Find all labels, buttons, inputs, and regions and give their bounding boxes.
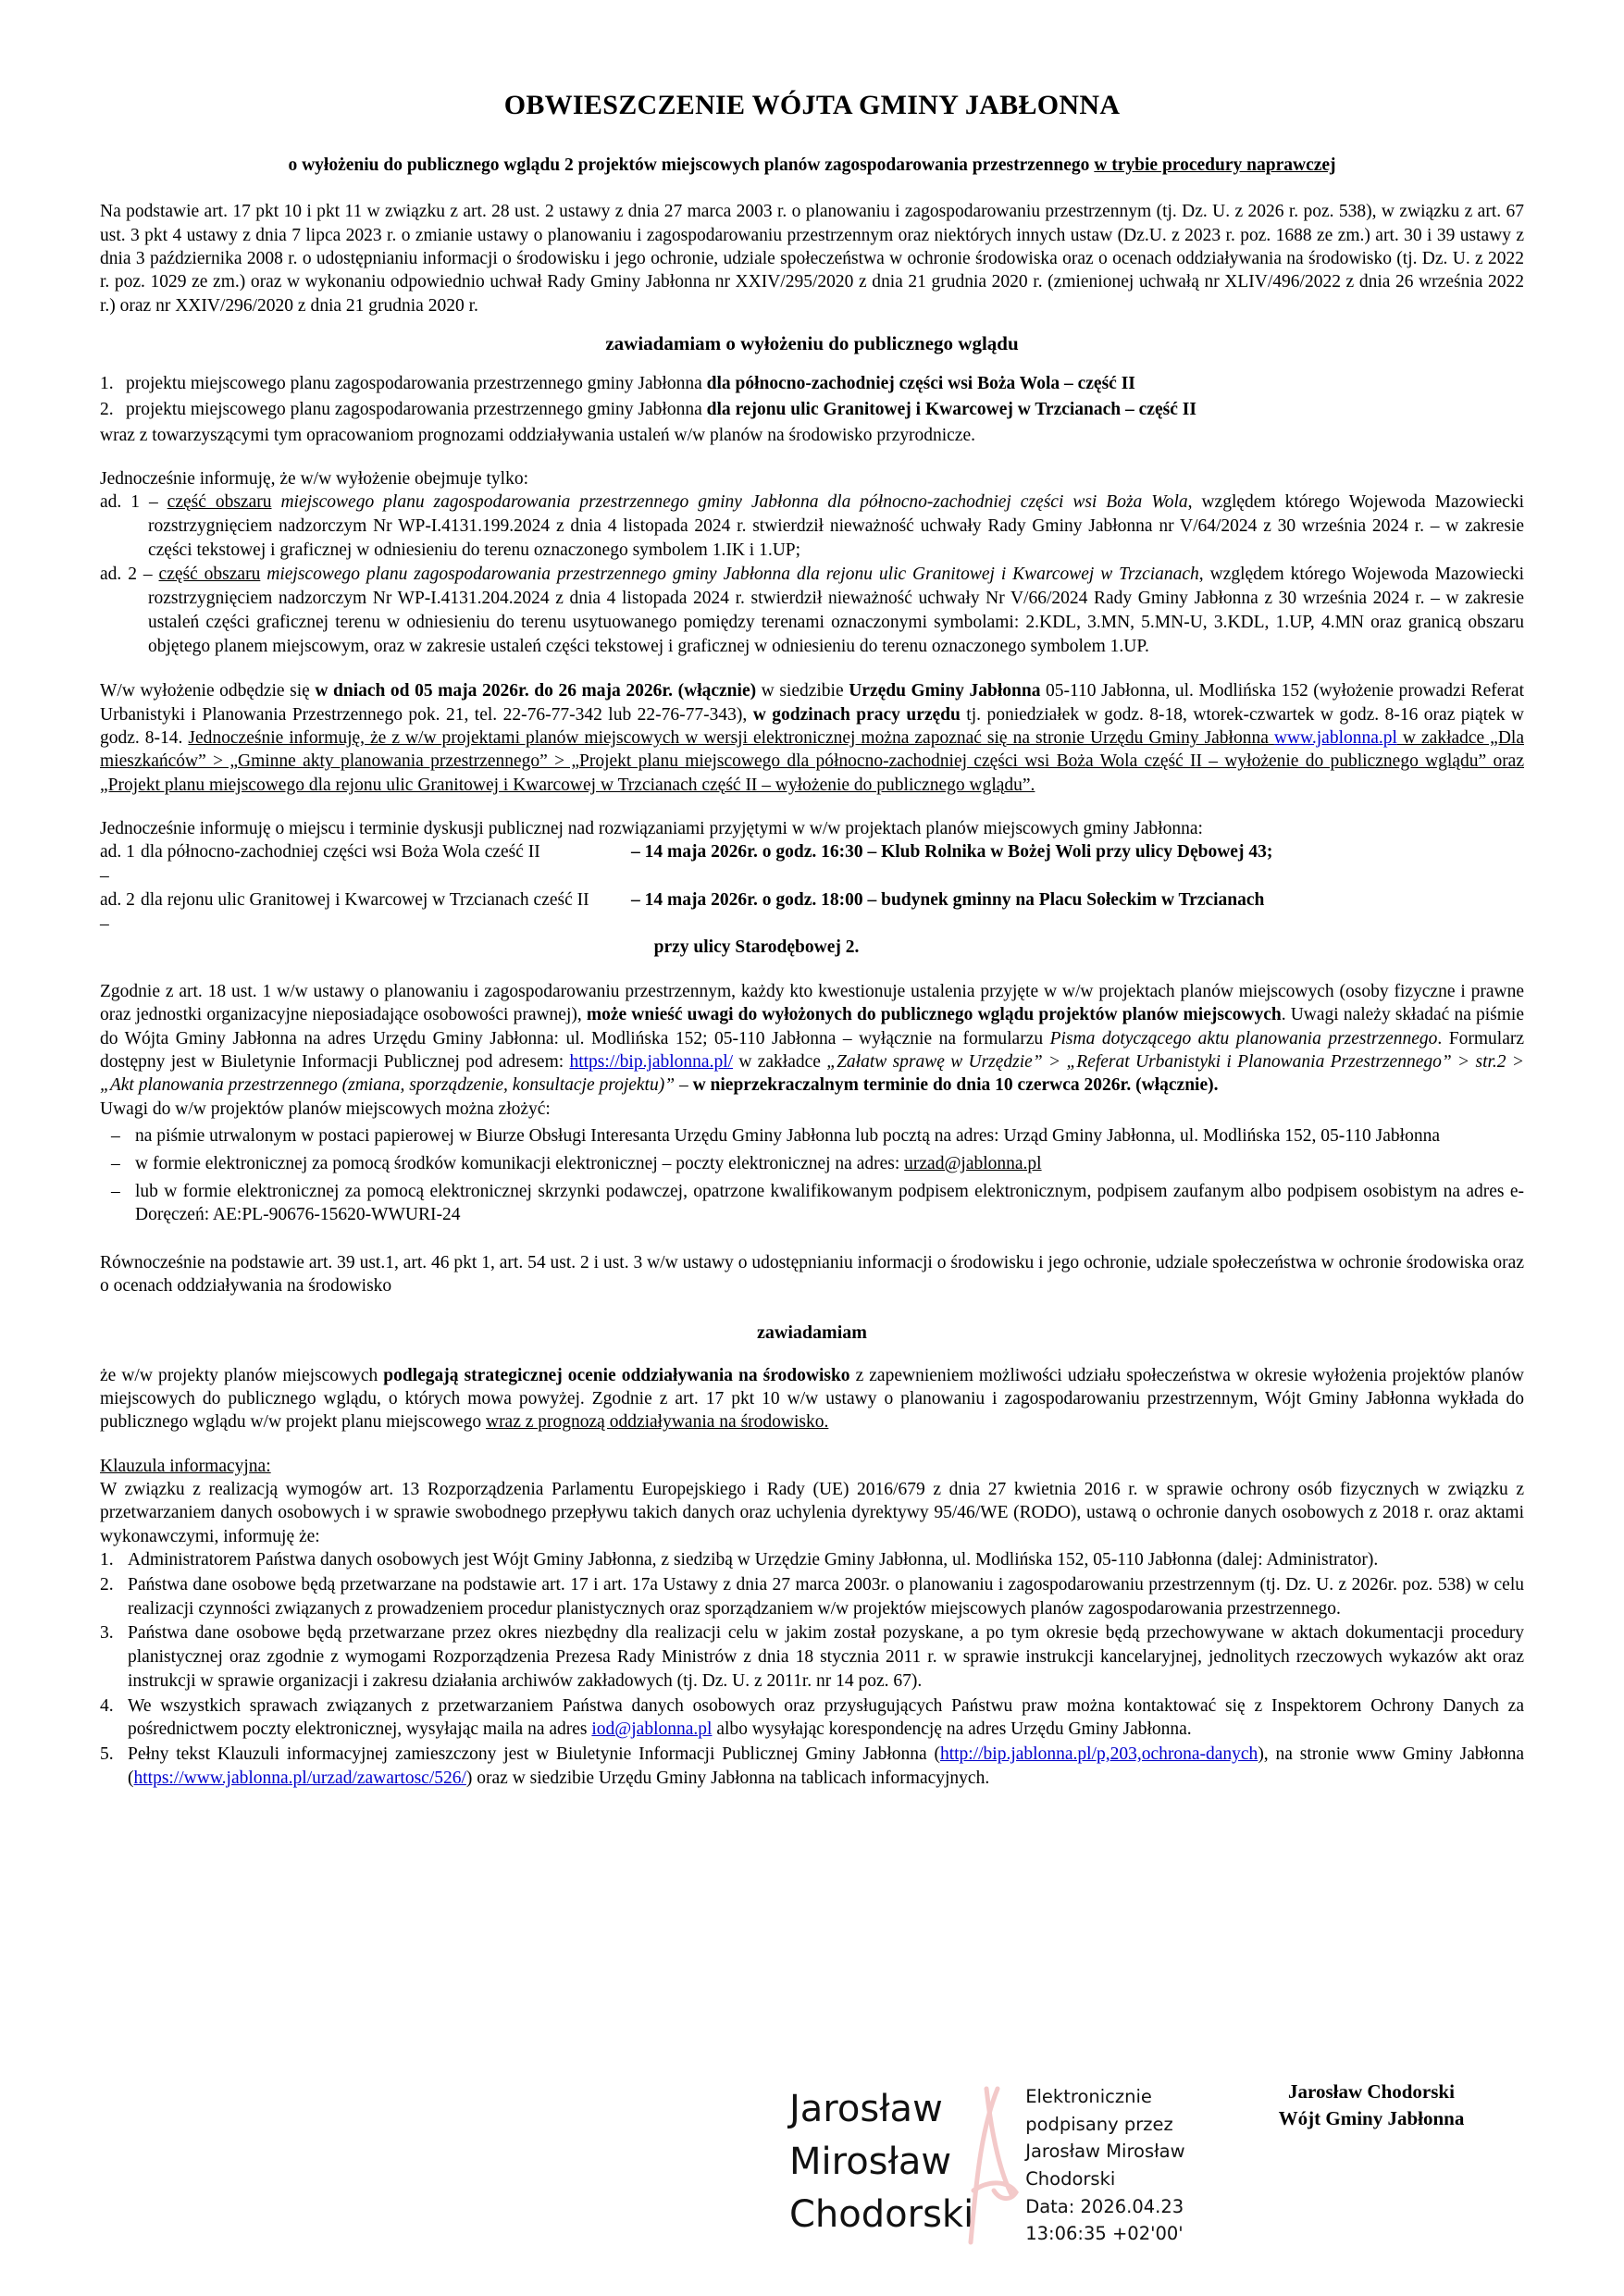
strat-a: że w/w projekty planów miejscowych (100, 1365, 384, 1385)
list-item (100, 1124, 1524, 1148)
remarks-paragraph (100, 980, 1524, 1098)
spacer (100, 1434, 1524, 1455)
environment-paragraph: Równocześnie na podstawie art. 39 ust.1, art. 46 pkt 1, art. 54 ust. 2 i ust. 3 w/w ustawy o udostępnianiu informacji o środowisku i jego ochronie, udziale społeczeństwa w ochronie środowiska oraz o ocenach oddziaływania na środowisko (100, 1253, 1524, 1297)
rem-deadline: w nieprzekraczalnym terminie do dnia 10 czerwca 2026r. (włącznie). (692, 1075, 1219, 1096)
ad2-underlined: część obszaru (158, 565, 261, 585)
strat-c: z zapewnieniem możliwości udziału społeczeństwa w okresie wyłożenia projektów planów miejscowych do publicznego wglądu, o których mowa powyżej. Zgodnie z art. 17 pkt 10 w/w ustawy o planowaniu i zagospodarowaniu przestrzennym, Wójt Gminy Jabłonna wykłada do publicznego wglądu w/w projekt planu miejscowego (100, 1365, 1524, 1433)
item-number: 1. (100, 1550, 114, 1570)
plan-bold: dla rejonu ulic Granitowej i Kwarcowej w Trzcianach – część II (706, 399, 1196, 419)
strat-underline: wraz z prognozą oddziaływania na środowisko. (485, 1412, 829, 1433)
rem-path-italic: „Załatw sprawę w Urzędzie” > „Referat Urbanistyki i Planowania Przestrzennego” > str.2 > „Akt planowania przestrzennego (zmiana, sporządzenie, konsultacje projektu)” (100, 1052, 1524, 1096)
disc-desc: dla rejonu ulic Granitowej i Kwarcowej w Trzcianach cześć II (141, 889, 589, 910)
list-item (100, 1743, 1524, 1790)
item-number: 4. (100, 1695, 114, 1716)
jablonna-website-link[interactable]: www.jablonna.pl (1273, 728, 1397, 749)
dash-bullet: – (111, 1153, 120, 1173)
item-text-a: Pełny tekst Klauzuli informacyjnej zamieszczony jest w Biuletynie Informacji Publicznej Gminy Jabłonna ( (128, 1744, 940, 1765)
signature-meta-line-3: Jarosław Mirosław (1025, 2141, 1185, 2163)
exh-a: W/w wyłożenie odbędzie się (100, 681, 316, 701)
disc-value: – 14 maja 2026r. o godz. 16:30 – Klub Rolnika w Bożej Woli przy ulicy Dębowej 43; (631, 842, 1273, 863)
urzad-email-link[interactable]: urzad@jablonna.pl (904, 1153, 1042, 1173)
list-item (100, 1548, 1524, 1572)
option-text: na piśmie utrwalonym w postaci papierowej w Biurze Obsługi Interesanta Urzędu Gminy Jabłonna lub pocztą na adres: Urząd Gminy Jabłonna, ul. Modlińska 152, 05-110 Jabłonna (135, 1126, 1440, 1147)
exh-office: Urzędu Gminy Jabłonna (849, 681, 1041, 701)
item-text: Państwa dane osobowe będą przetwarzane na podstawie art. 17 i art. 17a Ustawy z dnia 27 marca 2003r. o planowaniu i zagospodarowaniu przestrzennym (tj. Dz. U. z 2026r. poz. 538) w celu realizacji czynności związanych z prowadzeniem procedur planistycznych oraz sporządzaniem w/w projektów miejscowych planów zagospodarowania przestrzennego. (128, 1574, 1524, 1619)
ad1-italic: miejscowego planu zagospodarowania przestrzennego gminy Jabłonna dla północno-zachodniej części wsi Boża Wola (271, 492, 1188, 513)
ad2-rest: , względem którego Wojewoda Mazowiecki rozstrzygnięciem nadzorczym Nr WP-I.4131.204.2024 z dnia 4 listopada 2024 r. stwierdził nieważność uchwały Nr V/66/2024 Rady Gminy Jabłonna z 30 września 2024 r. – w zakresie ustaleń części graficznej terenu w odniesieniu do terenu usytuowanego pomiędzy terenami oznaczonymi symbolami: 2.KDL, 3.MN, 5.MN-U, 3.KDL, 1.UP, 4.MN oraz granicą obszaru objętego planem miejscowym, oraz w zakresie ustaleń części tekstowej i graficznej w odniesieniu do terenu oznaczonego symbolem 1.UP. (148, 565, 1524, 656)
rem-form-italic: Pisma dotyczącego aktu planowania przestrzennego (1049, 1028, 1438, 1049)
plans-tail-paragraph: wraz z towarzyszącymi tym opracowaniom prognozami oddziaływania ustaleń w/w planów na środowisko przyrodnicze. (100, 425, 975, 445)
signature-name (789, 2083, 973, 2240)
plan-number: 2. (100, 399, 114, 419)
list-item (100, 398, 1524, 422)
option-text: lub w formie elektronicznej za pomocą elektronicznej skrzynki podawczej, opatrzone kwalifikowanym podpisem elektronicznym, podpisem zaufanym albo podpisem osobistym na adres e-Doręczeń: AE:PL-90676-15620-WWURI-24 (135, 1181, 1524, 1225)
exh-dates: w dniach od 05 maja 2026r. do 26 maja 2026r. (włącznie) (315, 681, 757, 701)
signature-name-line-2: Mirosław (789, 2140, 952, 2183)
signature-meta-time: 13:06:35 +02'00' (1025, 2223, 1184, 2245)
table-row (100, 888, 1524, 936)
iod-email-link[interactable]: iod@jablonna.pl (591, 1719, 713, 1740)
dash-bullet: – (111, 1181, 120, 1201)
document-subtitle (100, 154, 1524, 178)
strat-bold: podlegają strategicznej ocenie oddziaływania na środowisko (383, 1365, 850, 1385)
rem-a: Zgodnie z art. 18 ust. 1 w/w ustawy o planowaniu i zagospodarowaniu przestrzennym, każdy kto kwestionuje ustalenia przyjęte w w/w projektach planów miejscowych (osoby fizyczne i prawne oraz jednostki organizacyjne nieposiadające osobowości prawnej), (100, 982, 1524, 1025)
signature-meta-date: Data: 2026.04.23 (1025, 2195, 1184, 2217)
signature-meta-line-1: Elektronicznie (1025, 2086, 1152, 2107)
rodo-intro: W związku z realizacją wymogów art. 13 Rozporządzenia Parlamentu Europejskiego i Rady (UE) 2016/679 z dnia 27 kwietnia 2016 r. w sprawie ochrony osób fizycznych w związku z przetwarzaniem danych osobowych i w sprawie swobodnego przepływu takich danych oraz uchylenia dyrektywy 95/46/WE (RODO), ustawą o ochronie danych osobowych z 2018 r. oraz aktami wykonawczymi, informuję że: (100, 1480, 1524, 1546)
exh-online-2: w zakładce „Dla mieszkańców” > „Gminne akty planowania przestrzennego” > „Projekt planu miejscowego dla północno-zachodniej części wsi Boża Wola część II – wyłożenie do publicznego wglądu” oraz „Projekt planu miejscowego dla rejonu ulic Granitowej i Kwarcowej w Trzcianach część II – wyłożenie do publicznego wglądu”. (100, 728, 1524, 795)
option-lead: w formie elektronicznej za pomocą środków komunikacji elektronicznej – poczty elektronicznej na adres: (135, 1153, 905, 1173)
subtitle-underlined: w trybie procedury naprawczej (1094, 155, 1336, 175)
option-text (135, 1152, 1524, 1176)
bip-link[interactable]: https://bip.jablonna.pl/ (569, 1052, 734, 1073)
signature-name-line-3: Chodorski (789, 2192, 974, 2236)
plan-text (126, 398, 1524, 422)
ad1-prefix: ad. 1 – (100, 492, 167, 513)
remarks-options-intro: Uwagi do w/w projektów planów miejscowych można złożyć: (100, 1098, 551, 1119)
rem-i: – (675, 1075, 693, 1096)
ad-2-block (100, 563, 1524, 658)
rem-c: . Uwagi należy składać na piśmie do Wójta Gminy Jabłonna na adres Urzędu Gminy Jabłonna: ul. Modlińska 152; 05-110 Jabłonna – wyłącznie na formularzu (100, 1005, 1524, 1049)
item-number: 5. (100, 1744, 114, 1765)
list-item (100, 1152, 1524, 1176)
ad1-rest: , względem którego Wojewoda Mazowiecki rozstrzygnięciem nadzorczym Nr WP-I.4131.199.2024 z dnia 4 listopada 2024 r. stwierdził nieważność uchwały Rady Gminy Jabłonna nr V/64/2024 z 30 września 2024 r. – w zakresie części tekstowej i graficznej w odniesieniu do terenu oznaczonego symbolem 1.IK i 1.UP; (148, 492, 1524, 560)
signatory-identity (1219, 2079, 1524, 2133)
item-text-b: ), na stronie www Gminy Jabłonna ( (128, 1744, 1524, 1788)
exh-online-1: Jednocześnie informuję, że z w/w projektami planów miejscowych w wersji elektronicznej można zapoznać się na stronie Urzędu Gminy Jabłonna (188, 728, 1274, 749)
list-item (100, 1180, 1524, 1227)
disc-desc: dla północno-zachodniej części wsi Boża Wola cześć II (141, 842, 540, 863)
plan-bold: dla północno-zachodniej części wsi Boża Wola – część II (706, 374, 1135, 394)
spacer (100, 659, 1524, 679)
item-text-c: ) oraz w siedzibie Urzędu Gminy Jabłonna na tablicach informacyjnych. (465, 1768, 990, 1788)
simultaneously-intro: Jednocześnie informuję, że w/w wyłożenie obejmuje tylko: (100, 468, 528, 489)
list-item (100, 372, 1524, 396)
item-text: Państwa dane osobowe będą przetwarzane przez okres niezbędny dla realizacji celu w jakim został pozyskane, a po tym okresie będą przechowywane w aktach dokumentacji procedury planistycznej oraz zgodnie z wymogami Rozporządzenia Prezesa Rady Ministrów z dnia 18 stycznia 2011 r. w sprawie instrukcji kancelaryjnej, jednolitych rzeczowych wykazów akt oraz instrukcji w sprawie organizacji i zakresu działania archiwów zakładowych (tj. Dz. U. z 2011r. nr 14 poz. 67). (128, 1623, 1524, 1691)
electronic-signature-stamp (789, 2083, 1271, 2254)
rem-bold: może wnieść uwagi do wyłożonych do publicznego wglądu projektów planów miejscowych (586, 1005, 1282, 1025)
disc-label: ad. 1 – (100, 842, 135, 887)
strategic-paragraph (100, 1364, 1524, 1434)
plan-number: 1. (100, 374, 114, 394)
heading-zawiadamiam-wylozenie: zawiadamiam o wyłożeniu do publicznego wglądu (605, 332, 1019, 355)
disc-sub-address: przy ulicy Starodębowej 2. (653, 937, 860, 958)
plan-list (100, 372, 1524, 421)
bip-ochrona-danych-link[interactable]: http://bip.jablonna.pl/p,203,ochrona-danych (939, 1744, 1258, 1765)
exh-hours-label: w godzinach pracy urzędu (752, 704, 961, 725)
list-item (100, 1694, 1524, 1742)
list-item (100, 1621, 1524, 1693)
rem-g: w zakładce (733, 1052, 827, 1073)
subtitle-plain: o wyłożeniu do publicznego wglądu 2 projektów miejscowych planów zagospodarowania przestrzennego (288, 155, 1095, 175)
discussion-list (100, 840, 1524, 960)
spacer (100, 797, 1524, 817)
spacer (100, 1231, 1524, 1251)
rodo-list (100, 1548, 1524, 1790)
heading-zawiadamiam-2: zawiadamiam (757, 1322, 867, 1343)
item-text-b: albo wysyłając korespondencję na adres Urzędu Gminy Jabłonna. (712, 1719, 1192, 1740)
item-number: 2. (100, 1574, 114, 1595)
ad2-prefix: ad. 2 – (100, 565, 159, 585)
ad2-italic: miejscowego planu zagospodarowania przestrzennego gminy Jabłonna dla rejonu ulic Granitowej i Kwarcowej w Trzcianach (260, 565, 1199, 585)
signature-meta-line-4: Chodorski (1025, 2167, 1116, 2190)
disc-value: – 14 maja 2026r. o godz. 18:00 – budynek gminny na Placu Sołeckim w Trzcianach (631, 889, 1265, 910)
item-text (128, 1743, 1524, 1790)
signature-block (100, 2079, 1524, 2296)
submission-options-list (100, 1124, 1524, 1227)
legal-basis-paragraph: Na podstawie art. 17 pkt 10 i pkt 11 w związku z art. 28 ust. 2 ustawy z dnia 27 marca 2003 r. o planowaniu i zagospodarowaniu przestrzennym (tj. Dz. U. z 2026 r. poz. 538), w związku z art. 67 ust. 3 pkt 4 ustawy z dnia 7 lipca 2023 r. o zmianie ustawy o planowaniu i zagospodarowaniu przestrzennym oraz niektórych innych ustaw (Dz.U. z 2023 r. poz. 1688 ze zm.) art. 30 i 39 ustawy z dnia 3 października 2008 r. o udostępnianiu informacji o środowisku i jego ochronie, udziale społeczeństwa w ochronie środowiska oraz o ocenach oddziaływania na środowisko (tj. Dz. U. z 2022 r. poz. 1029 ze zm.) oraz w wykonaniu odpowiednio uchwał Rady Gminy Jabłonna nr XXIV/295/2020 z dnia 21 grudnia 2020 r. (zmienionej uchwałą nr XLIV/496/2022 z dnia 26 września 2022 r.) oraz nr XXIV/296/2020 z dnia 21 grudnia 2020 r. (100, 202, 1524, 316)
spacer (100, 960, 1524, 980)
signatory-name: Jarosław Chodorski (1288, 2080, 1455, 2103)
discussion-intro: Jednocześnie informuję o miejscu i terminie dyskusji publicznej nad rozwiązaniami przyjętymi w w/w projektach planów miejscowych gminy Jabłonna: (100, 819, 1203, 839)
plan-text (126, 372, 1524, 396)
exhibition-paragraph (100, 679, 1524, 797)
rodo-heading: Klauzula informacyjna: (100, 1456, 271, 1476)
ad-1-block (100, 490, 1524, 562)
table-row (100, 840, 1524, 887)
item-number: 3. (100, 1623, 114, 1644)
signature-meta-line-2: podpisany przez (1025, 2113, 1173, 2135)
spacer (100, 447, 1524, 467)
signature-name-line-1: Jarosław (789, 2088, 943, 2130)
signature-flourish-icon (968, 2083, 1023, 2254)
exh-e: 05-110 Jabłonna, ul. Modlińska 152 (wyłożenie prowadzi Referat Urbanistyki i Planowania Przestrzennego pok. 21, tel. 22-76-77-342 lub 22-76-77-343), (100, 681, 1524, 725)
signature-metadata (1025, 2083, 1184, 2248)
plan-lead: projektu miejscowego planu zagospodarowania przestrzennego gminy Jabłonna (126, 374, 707, 394)
exh-g: tj. poniedziałek w godz. 8-18, wtorek-czwartek w godz. 8-16 oraz piątek w godz. 8-14. (100, 704, 1524, 749)
signatory-title: Wójt Gminy Jabłonna (1278, 2107, 1465, 2130)
exh-c: w siedzibie (756, 681, 849, 701)
jablonna-zawartosc-link[interactable]: https://www.jablonna.pl/urzad/zawartosc/526/ (133, 1768, 466, 1788)
item-text (128, 1694, 1524, 1742)
list-item (100, 1573, 1524, 1620)
dash-bullet: – (111, 1126, 120, 1147)
item-text-a: We wszystkich sprawach związanych z przetwarzaniem Państwa danych osobowych oraz przysługujących Państwu praw można kontaktować się z Inspektorem Ochrony Danych za pośrednictwem poczty elektronicznej, wysyłając maila na adres (128, 1695, 1524, 1740)
rem-e: . Formularz dostępny jest w Biuletynie Informacji Publicznej pod adresem: (100, 1028, 1524, 1073)
ad1-underlined: część obszaru (167, 492, 272, 513)
page-title: OBWIESZCZENIE WÓJTA GMINY JABŁONNA (503, 90, 1121, 120)
item-text: Administratorem Państwa danych osobowych jest Wójt Gminy Jabłonna, z siedzibą w Urzędzie Gminy Jabłonna, ul. Modlińska 152, 05-110 Jabłonna (dalej: Administrator). (128, 1550, 1379, 1570)
disc-label: ad. 2 – (100, 889, 135, 934)
plan-lead: projektu miejscowego planu zagospodarowania przestrzennego gminy Jabłonna (126, 399, 707, 419)
